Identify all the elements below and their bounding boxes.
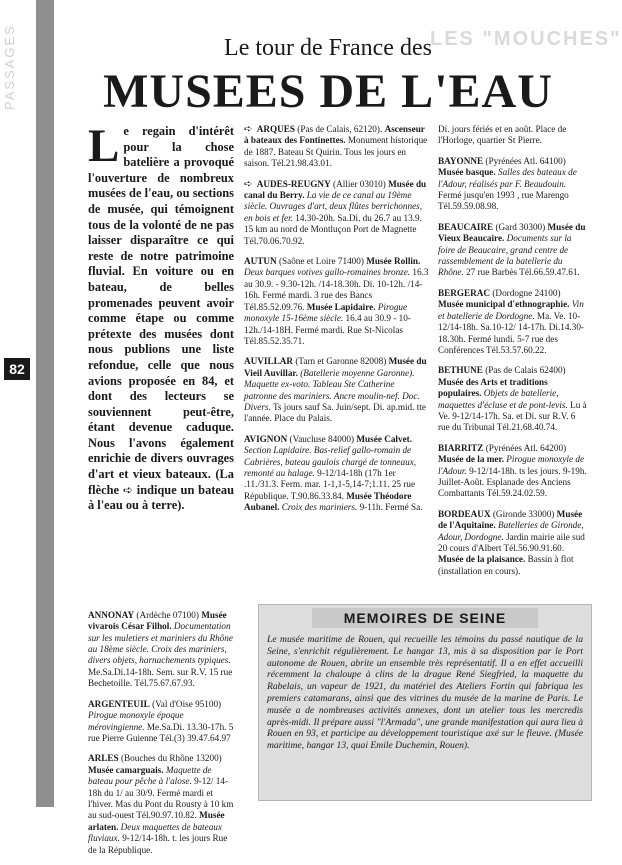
entry-description: La vie de ce canal au 19ème siècle. Ouvrages d'art, deux flûtes berrichonnes, en bois et fer. xyxy=(244,190,423,223)
museum-entry xyxy=(244,124,429,170)
entry-info: Me.Sa.Di. 13.30-17h. 5 rue Pierre Guienne Tél.(3) 39.47.64.97 xyxy=(88,721,234,743)
entry-info: 9-12/ 14-18h du 1/ au 30/9. Fermé mardi et l'hiver. Mas du Pont du Rousty à 10 km au sud-ouest Tél.90.97.10.82. xyxy=(88,776,234,821)
entry-museum: Musée camarguais. xyxy=(88,764,164,775)
entry-description: Documentation sur les muletiers et mariniers du Rhône au 18ème siècle. Croix des mariniers, divers objets, harnachements typiques. xyxy=(88,621,233,666)
entry-city: AUDES-REUGNY xyxy=(256,178,331,189)
drop-cap: L xyxy=(88,120,120,172)
entry-location: (Pyrénées Atl. 64100) xyxy=(485,155,566,166)
box-title: MEMOIRES DE SEINE xyxy=(312,608,538,628)
entry-info: 16.3 au 30.9. - 9.30-12h. /14-18.30h. Di. 10-12h. /14-16h. Fermé mardi. 3 rue des Bancs Tél.85.52.09.76. xyxy=(244,267,429,312)
museum-entry xyxy=(438,288,588,356)
boat-arrow-icon: ➪ xyxy=(122,482,133,497)
entry-museum: Ascenseur à bateaux des Fontinettes. xyxy=(244,124,425,146)
entry-location: (Ardèche 07100) xyxy=(136,609,199,620)
title-line-1: Le tour de France des xyxy=(224,35,432,61)
entry-museum: Musée du Vieil Auvillar. xyxy=(244,356,427,378)
museum-entry xyxy=(438,156,588,213)
memoires-de-seine-box xyxy=(258,604,592,801)
entry-city: ANNONAY xyxy=(88,609,135,620)
entry-museum: Musée municipal d'ethnographie. xyxy=(438,299,570,310)
title-line-2: MUSEES DE L'EAU xyxy=(103,65,553,118)
entry-location: (Pas de Calais, 62120). xyxy=(297,124,383,134)
entry-info: Fermé jusqu'en 1993 , rue Marengo Tél.59.59.08.98. xyxy=(438,190,569,212)
entry-info: 14.30-20h. Sa.Di. du 26.7 au 13.9. 15 km au nord de Montluçon Port de Magnette Tél.70.06.70.92. xyxy=(244,212,422,246)
col1-entries xyxy=(88,610,234,856)
entry-description: Batelleries de Gironde, Adour, Dordogne. xyxy=(438,520,584,542)
entry-description: Salles des bateaux de l'Adour, réalisés par F. Beaudouin. xyxy=(438,167,577,189)
entry-description: Deux barques votives gallo-romaines bronze. xyxy=(244,267,411,278)
entry-museum: Musée basque. xyxy=(438,167,496,178)
museum-entry xyxy=(438,443,588,500)
entry-city: ARLES xyxy=(88,753,119,764)
museum-entry xyxy=(438,222,588,279)
entry-city: AVIGNON xyxy=(244,433,288,444)
entry-description: Pirogue monoxyle de l'Adour. xyxy=(438,454,585,476)
entry-museum-2: Musée Théodore Aubanel. xyxy=(244,490,412,513)
entry-museum-2: Musée arlaten. xyxy=(88,810,225,832)
ghost-header-text: LES "MOUCHES" xyxy=(430,28,622,50)
entry-city: BEAUCAIRE xyxy=(438,221,494,232)
intro-text: e regain d'intérêt pour la chose batelière a provoqué l'ouverture de nombreux musées de l'eau, ou sections de musée, qui témoignent tous de la volonté de ne pas laisser disparaître ce qui reste de notre patrimoine fluvial. En voiture ou en bateau, de belles promenades peuvent avoir comme étape ou comme prétexte des musées dont nous publions une liste refondue, celle que nous avions proposée en 84, et dont des lecteurs se souviennent peut-être, étant devenue caduque. Nous l'avons également enrichie de divers ouvrages d'art et vieux bateaux. (La flèche xyxy=(88,124,234,497)
museum-entry xyxy=(244,256,429,347)
entry-info: Jardin mairie aile sud 20 cours d'Albert Tél.56.90.91.60. xyxy=(438,531,585,553)
column-2 xyxy=(244,124,429,523)
entry-info: 9-12/14-18h (17h 1er .11./31.3. Ferm. mar. 1-1,1-5,14-7;1.11. 25 rue République. T.90.86.33.84. xyxy=(244,467,416,501)
entry-city: BIARRITZ xyxy=(438,442,484,453)
museum-entry xyxy=(88,610,234,690)
entry-city: BETHUNE xyxy=(438,365,483,376)
entry-city: AUTUN xyxy=(244,256,277,267)
entry-museum: Musée du canal du Berry. xyxy=(244,178,427,201)
entry-info: Monument historique de 1887. Bateau St Quirin. Tous les jours en saison. Tél.21.98.43.01. xyxy=(244,135,428,169)
entry-info: Me.Sa.Di.14-18h. Sem. sur R.V. 15 rue Bechetoille. Tél.75.67.67.93. xyxy=(88,666,233,689)
entry-museum-2: Musée de la plaisance. xyxy=(438,554,526,565)
entry-location: (Saône et Loire 71400) xyxy=(278,256,364,267)
entry-location: (Pyrénées Atl. 64200) xyxy=(485,442,567,453)
box-text: Le musée maritime de Rouen, qui recueille les témoins du passé nautique de la Seine, s'enrichit régulièrement. Le hangar 13, mis à sa disposition par le Port autonome de Rouen, abrite un ensemble très représentatif. Il a en effet accueilli récemment la chaloupe à clins de la drague René Siegfried, la maquette du Rabelais, un vapeur de 1921, du matériel des Ateliers Fortin qui fabriqua les premiers catamarans, ainsi que des vitrines du musée de la marine de Paris. Le musée a de nombreuses activités annexes, dont un atelier tous les mercredis après-midi. Il prépare aussi "l'Armada", une grande manifestation qui aura lieu à Rouen en 93, et participe au développement touristique axé sur le fleuve. (Musée maritime, hangar 13, quai Emile Duchemin, Rouen). xyxy=(267,634,583,752)
page-number-badge: 82 xyxy=(4,358,30,380)
side-margin-bar xyxy=(36,0,54,807)
museum-entry xyxy=(244,179,429,247)
entry-info-2: 9-12/14-18h. t. les jours Rue de la République. xyxy=(88,833,228,855)
entry-city: ARQUES xyxy=(256,124,295,134)
entry-info-2: Bassin à flot (installation en cours). xyxy=(438,554,574,576)
entry-info: 9-12/14-18h. ts les jours. 9-19h. Juillet-Août. Esplanade des Anciens Combattants Tél.59.24.02.59. xyxy=(438,465,587,499)
entry-location: (Val d'Oise 95100) xyxy=(152,698,222,709)
museum-entry xyxy=(438,509,588,577)
museum-entry xyxy=(88,699,234,745)
entry-city: BORDEAUX xyxy=(438,508,491,519)
entry-museum: Musée vivarois César Filhol. xyxy=(88,609,227,632)
entry-location: (Bouches du Rhône 13200) xyxy=(120,753,222,764)
museum-entry xyxy=(438,124,588,147)
museum-entry xyxy=(88,753,234,856)
entry-location: (Tarn et Garonne 82008) xyxy=(295,356,387,367)
entry-info: Di. jours fériés et en août. Place de l'Horloge, quartier St Pierre. xyxy=(438,124,567,146)
museum-entry xyxy=(438,365,588,433)
column-1 xyxy=(88,120,234,865)
entry-info-2: 9-11h. Fermé Sa. xyxy=(359,502,423,513)
entry-description: Section Lapidaire. Bas-relief gallo-romain de Cabrières, bateau gaulois chargé de tonneaux, remonté au halage. xyxy=(244,445,417,478)
entry-city: BERGERAC xyxy=(438,287,491,298)
entry-location: (Dordogne 24100) xyxy=(492,287,561,298)
entry-museum: Musée de l'Aquitaine. xyxy=(438,508,583,531)
entry-museum: Musée Rollin. xyxy=(366,256,421,267)
entry-description-2: Croix des mariniers. xyxy=(281,502,358,513)
entry-description: Objets de batellerie, maquettes d'écluse et de pont-levis. xyxy=(438,388,568,410)
entry-museum-2: Musée Lapidaire. xyxy=(306,301,376,312)
entry-location: (Allier 03010) xyxy=(333,178,386,189)
museum-entry xyxy=(244,356,429,424)
entry-description-2: Deux maquettes de bateaux fluviaux. xyxy=(88,821,222,844)
ghost-side-text: PASSAGES xyxy=(2,24,17,110)
entry-description: Pirogue monoxyle époque mérovingienne. xyxy=(88,710,184,732)
entry-description-2: Pirogue monoxyle 15-16ème siècle. xyxy=(244,301,408,324)
entry-museum: Musée du Vieux Beaucaire. xyxy=(438,221,586,244)
museum-entry xyxy=(244,434,429,514)
entry-info: Ts jours sauf Sa. Juin/sept. Di. ap.mid. tte l'année. Place du Palais. xyxy=(244,401,426,424)
entry-info: 27 rue Barbès Tél.66.59.47.61. xyxy=(466,267,580,278)
article-title xyxy=(60,34,596,120)
entry-location: (Vaucluse 84000) xyxy=(289,433,355,444)
boat-arrow-icon: ➪ xyxy=(244,124,253,135)
intro-paragraph xyxy=(88,120,234,514)
entry-info: Ma. Ve. 10-12/14-18h. Sa.10-12/ 14-17h. Di.14.30-18.30h. Fermé lundi. 5-7 rue des Conférences Tél.53.57.60.22. xyxy=(438,310,584,355)
entry-museum: Musée des Arts et traditions populaires. xyxy=(438,376,548,399)
entry-description: Documents sur la foire de Beaucaire, grand centre de rassemblement de la batellerie du Rhône. xyxy=(438,233,572,278)
entry-museum: Musée Calvet. xyxy=(356,433,413,444)
entry-location: (Gironde 33000) xyxy=(492,508,555,519)
entry-description: Vin et batellerie de Dordogne. xyxy=(438,299,584,321)
entry-city: AUVILLAR xyxy=(244,356,294,367)
entry-location: (Gard 30300) xyxy=(495,221,546,232)
entry-description: (Batellerie moyenne Garonne). Maquette ex-voto. Tableau Ste Catherine patronne des mariniers. Ancre moulin-nef. Doc. Divers. xyxy=(244,367,420,412)
intro-text-end: indique un bateau à l'eau ou à terre). xyxy=(88,482,234,513)
entry-museum: Musée de la mer. xyxy=(438,454,504,465)
column-3 xyxy=(438,124,588,586)
entry-info: Lu à Ve. 9-12/14-17h. Sa. et Di. sur R.V. 6 rue du Tribunal Tél.21.68.40.74. xyxy=(438,399,587,433)
boat-arrow-icon: ➪ xyxy=(244,178,253,190)
entry-city: BAYONNE xyxy=(438,155,484,166)
entry-info-2: 16.4 au 30.9 - 10-12h./14-18H. Fermé mardi. Rue St-Nicolas Tél.85.52.35.71. xyxy=(244,313,411,346)
entry-location: (Pas de Calais 62400) xyxy=(485,365,566,376)
entry-city: ARGENTEUIL xyxy=(88,698,150,709)
entry-description: Maquette de bateau pour pêche à l'alose. xyxy=(88,764,212,787)
